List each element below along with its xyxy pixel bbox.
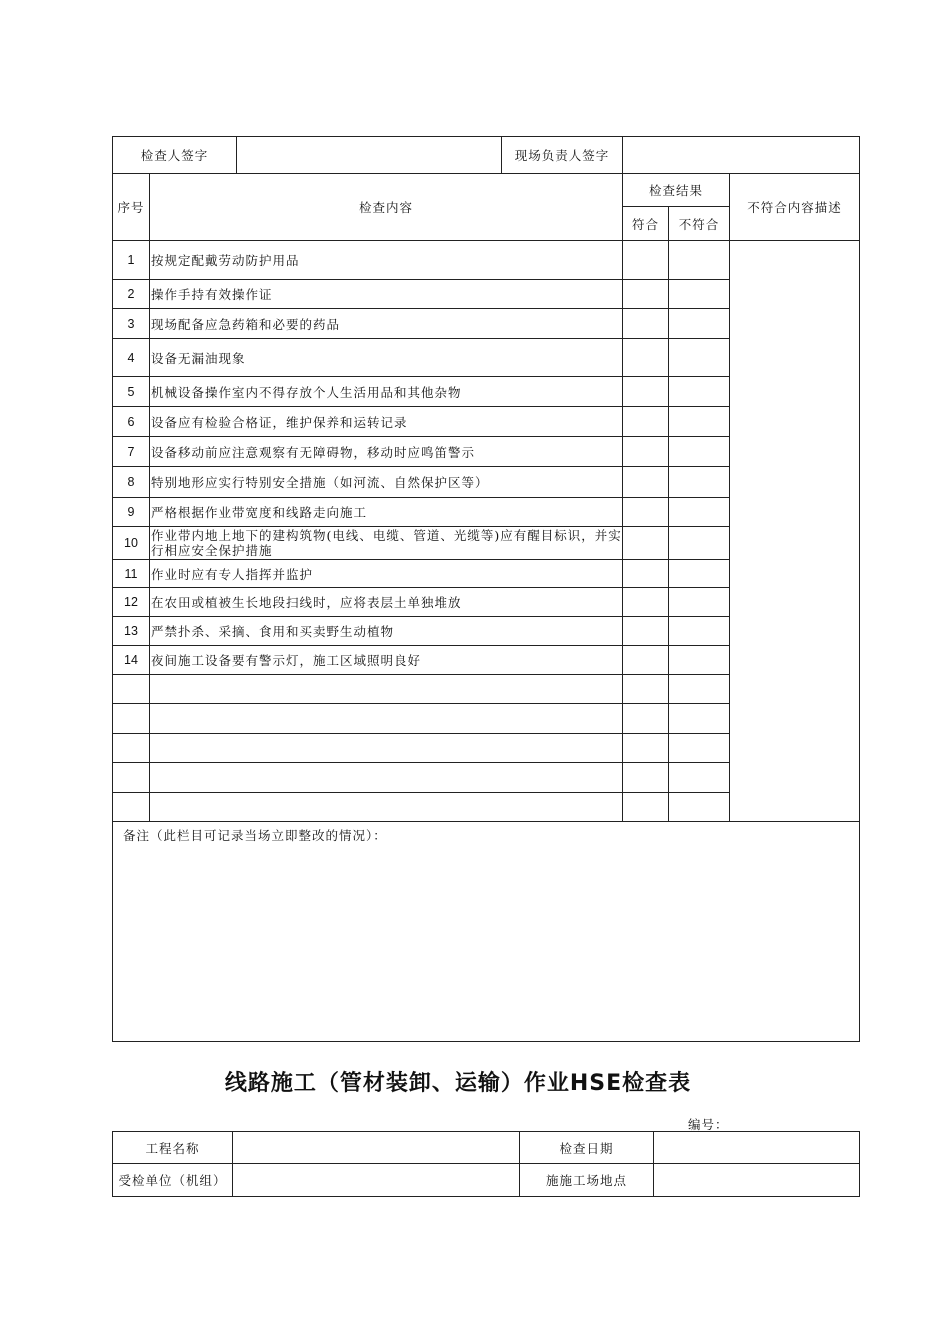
project-name-field[interactable] bbox=[233, 1132, 520, 1164]
nonconform-cell[interactable] bbox=[669, 407, 730, 437]
project-info-table bbox=[112, 1131, 860, 1197]
nonconform-cell[interactable] bbox=[669, 498, 730, 527]
header-nonconform-desc: 不符合内容描述 bbox=[730, 174, 860, 241]
conform-cell[interactable] bbox=[623, 527, 669, 560]
conform-cell[interactable] bbox=[623, 588, 669, 617]
conform-cell[interactable] bbox=[623, 437, 669, 467]
nonconform-cell[interactable] bbox=[669, 734, 730, 763]
conform-cell[interactable] bbox=[623, 560, 669, 588]
empty-item-cell[interactable] bbox=[150, 793, 623, 822]
inspector-sign-field[interactable] bbox=[237, 137, 502, 174]
row-number: 10 bbox=[113, 527, 150, 560]
site-location-field[interactable] bbox=[654, 1164, 860, 1197]
header-result: 检查结果 bbox=[623, 174, 730, 207]
nonconform-description-cell[interactable] bbox=[730, 241, 860, 822]
inspection-checklist-table bbox=[112, 136, 860, 1042]
conform-cell[interactable] bbox=[623, 407, 669, 437]
nonconform-cell[interactable] bbox=[669, 588, 730, 617]
header-seq: 序号 bbox=[113, 174, 150, 241]
form-title: 线路施工（管材装卸、运输）作业HSE检查表 bbox=[224, 1071, 692, 1096]
row-number: 1 bbox=[113, 241, 150, 280]
nonconform-cell[interactable] bbox=[669, 675, 730, 704]
row-number: 8 bbox=[113, 467, 150, 498]
row-check-item: 设备应有检验合格证，维护保养和运转记录 bbox=[150, 407, 623, 437]
empty-number-cell bbox=[113, 704, 150, 734]
conform-cell[interactable] bbox=[623, 467, 669, 498]
row-number: 11 bbox=[113, 560, 150, 588]
conform-cell[interactable] bbox=[623, 734, 669, 763]
empty-number-cell bbox=[113, 793, 150, 822]
conform-cell[interactable] bbox=[623, 763, 669, 793]
conform-cell[interactable] bbox=[623, 617, 669, 646]
row-number: 6 bbox=[113, 407, 150, 437]
row-number: 4 bbox=[113, 339, 150, 377]
table-row bbox=[113, 241, 860, 280]
conform-cell[interactable] bbox=[623, 241, 669, 280]
row-number: 14 bbox=[113, 646, 150, 675]
inspector-sign-label: 检查人签字 bbox=[113, 137, 237, 174]
nonconform-cell[interactable] bbox=[669, 339, 730, 377]
header-conform: 符合 bbox=[623, 207, 669, 241]
nonconform-cell[interactable] bbox=[669, 280, 730, 309]
row-number: 12 bbox=[113, 588, 150, 617]
empty-item-cell[interactable] bbox=[150, 675, 623, 704]
project-name-label: 工程名称 bbox=[113, 1132, 233, 1164]
row-check-item: 操作手持有效操作证 bbox=[150, 280, 623, 309]
inspection-date-field[interactable] bbox=[654, 1132, 860, 1164]
empty-item-cell[interactable] bbox=[150, 763, 623, 793]
inspected-unit-label: 受检单位（机组） bbox=[113, 1164, 233, 1197]
row-check-item: 作业时应有专人指挥并监护 bbox=[150, 560, 623, 588]
conform-cell[interactable] bbox=[623, 704, 669, 734]
conform-cell[interactable] bbox=[623, 793, 669, 822]
conform-cell[interactable] bbox=[623, 646, 669, 675]
header-nonconform: 不符合 bbox=[669, 207, 730, 241]
conform-cell[interactable] bbox=[623, 339, 669, 377]
row-check-item: 特别地形应实行特别安全措施（如河流、自然保护区等） bbox=[150, 467, 623, 498]
site-location-label: 施施工场地点 bbox=[520, 1164, 654, 1197]
row-check-item: 在农田或植被生长地段扫线时，应将表层土单独堆放 bbox=[150, 588, 623, 617]
row-check-item: 按规定配戴劳动防护用品 bbox=[150, 241, 623, 280]
site-manager-sign-label: 现场负责人签字 bbox=[502, 137, 623, 174]
serial-number-label: 编号： bbox=[688, 1117, 729, 1132]
row-number: 7 bbox=[113, 437, 150, 467]
nonconform-cell[interactable] bbox=[669, 241, 730, 280]
row-number: 5 bbox=[113, 377, 150, 407]
header-content: 检查内容 bbox=[150, 174, 623, 241]
row-number: 9 bbox=[113, 498, 150, 527]
nonconform-cell[interactable] bbox=[669, 560, 730, 588]
conform-cell[interactable] bbox=[623, 309, 669, 339]
nonconform-cell[interactable] bbox=[669, 377, 730, 407]
nonconform-cell[interactable] bbox=[669, 309, 730, 339]
remarks-cell[interactable] bbox=[113, 822, 860, 1042]
row-check-item: 作业带内地上地下的建构筑物(电线、电缆、管道、光缆等)应有醒目标识，并实行相应安全保护措施 bbox=[151, 528, 622, 558]
row-number: 2 bbox=[113, 280, 150, 309]
nonconform-cell[interactable] bbox=[669, 646, 730, 675]
inspection-date-label: 检查日期 bbox=[520, 1132, 654, 1164]
site-manager-sign-field[interactable] bbox=[623, 137, 860, 174]
row-number: 3 bbox=[113, 309, 150, 339]
conform-cell[interactable] bbox=[623, 675, 669, 704]
empty-item-cell[interactable] bbox=[150, 734, 623, 763]
row-check-item: 设备无漏油现象 bbox=[150, 339, 623, 377]
row-check-item: 夜间施工设备要有警示灯，施工区域照明良好 bbox=[150, 646, 623, 675]
row-check-item: 设备移动前应注意观察有无障碍物，移动时应鸣笛警示 bbox=[150, 437, 623, 467]
inspected-unit-field[interactable] bbox=[233, 1164, 520, 1197]
nonconform-cell[interactable] bbox=[669, 793, 730, 822]
row-check-item: 机械设备操作室内不得存放个人生活用品和其他杂物 bbox=[150, 377, 623, 407]
empty-item-cell[interactable] bbox=[150, 704, 623, 734]
conform-cell[interactable] bbox=[623, 377, 669, 407]
row-check-item: 严格根据作业带宽度和线路走向施工 bbox=[150, 498, 623, 527]
empty-number-cell bbox=[113, 763, 150, 793]
nonconform-cell[interactable] bbox=[669, 467, 730, 498]
nonconform-cell[interactable] bbox=[669, 617, 730, 646]
empty-number-cell bbox=[113, 734, 150, 763]
remarks-label: 备注（此栏目可记录当场立即整改的情况）： bbox=[123, 828, 387, 843]
conform-cell[interactable] bbox=[623, 280, 669, 309]
nonconform-cell[interactable] bbox=[669, 763, 730, 793]
row-check-item: 现场配备应急药箱和必要的药品 bbox=[150, 309, 623, 339]
row-number: 13 bbox=[113, 617, 150, 646]
nonconform-cell[interactable] bbox=[669, 704, 730, 734]
empty-number-cell bbox=[113, 675, 150, 704]
row-check-item: 严禁扑杀、采摘、食用和买卖野生动植物 bbox=[150, 617, 623, 646]
nonconform-cell[interactable] bbox=[669, 527, 730, 560]
conform-cell[interactable] bbox=[623, 498, 669, 527]
nonconform-cell[interactable] bbox=[669, 437, 730, 467]
